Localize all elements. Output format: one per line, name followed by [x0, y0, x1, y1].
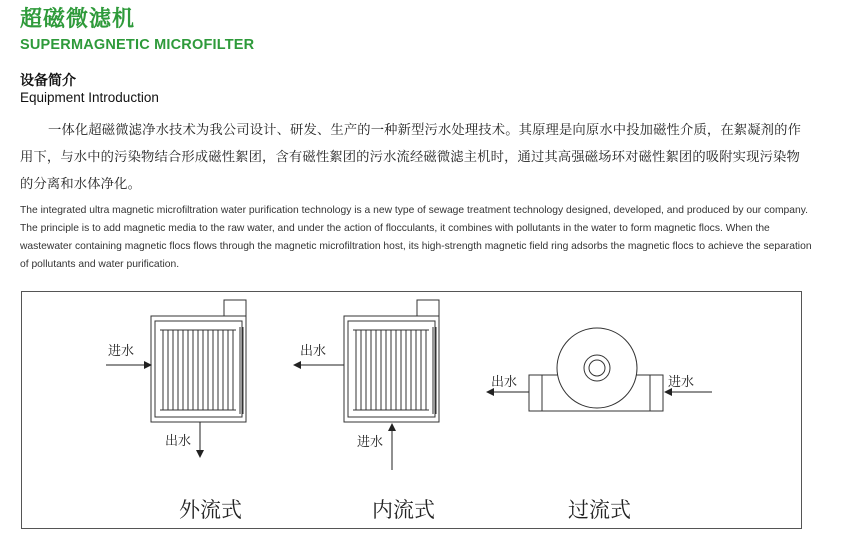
- intro-paragraph-cn: 一体化超磁微滤净水技术为我公司设计、研发、生产的一种新型污水处理技术。其原理是向原水中投加磁性介质，在絮凝剂的作用下，与水中的污染物结合形成磁性絮团，含有磁性絮团的污水流经磁微滤主机时，通过其高强磁场环对磁性絮团的吸附实现污染物的分离和水体净化。: [20, 123, 802, 192]
- filter-unit-drawing: [151, 300, 246, 422]
- inlet-label: 进水: [357, 435, 384, 450]
- inlet-label: 进水: [668, 375, 695, 390]
- drum-unit-drawing: [529, 328, 663, 411]
- page-title-en: SUPERMAGNETIC MICROFILTER: [20, 37, 255, 53]
- section-heading-en: Equipment Introduction: [20, 90, 159, 105]
- diagram-caption: 外流式: [179, 498, 242, 522]
- cross-flow-diagram: [487, 328, 712, 522]
- filter-unit-drawing: [344, 300, 439, 422]
- page-title-cn: 超磁微滤机: [20, 7, 136, 32]
- outlet-label: 出水: [491, 375, 518, 390]
- outlet-label: 出水: [300, 344, 327, 359]
- intro-paragraph-en: The integrated ultra magnetic microfiltration water purification technology is a new type of sewage treatment technology designed, developed, and produced by our company. The principle is to add magnetic media to the raw water, and under the action of flocculants, it combines with pollutants in the water to form magnetic flocs. When the wastewater containing magnetic flocs flows through the magnetic microfiltration host, its high-strength magnetic field ring adsorbs the magnetic flocs to achieve the separation of pollutants and water purification.: [20, 205, 812, 270]
- diagram-caption: 过流式: [568, 498, 631, 522]
- internal-flow-diagram: [294, 300, 439, 522]
- external-flow-diagram: [106, 300, 246, 522]
- inlet-label: 进水: [108, 344, 135, 359]
- diagram-caption: 内流式: [372, 498, 435, 522]
- outlet-label: 出水: [165, 434, 192, 449]
- flow-type-diagram-panel: [21, 291, 802, 529]
- flow-type-diagrams: [22, 292, 803, 530]
- section-heading-cn: 设备简介: [20, 73, 76, 89]
